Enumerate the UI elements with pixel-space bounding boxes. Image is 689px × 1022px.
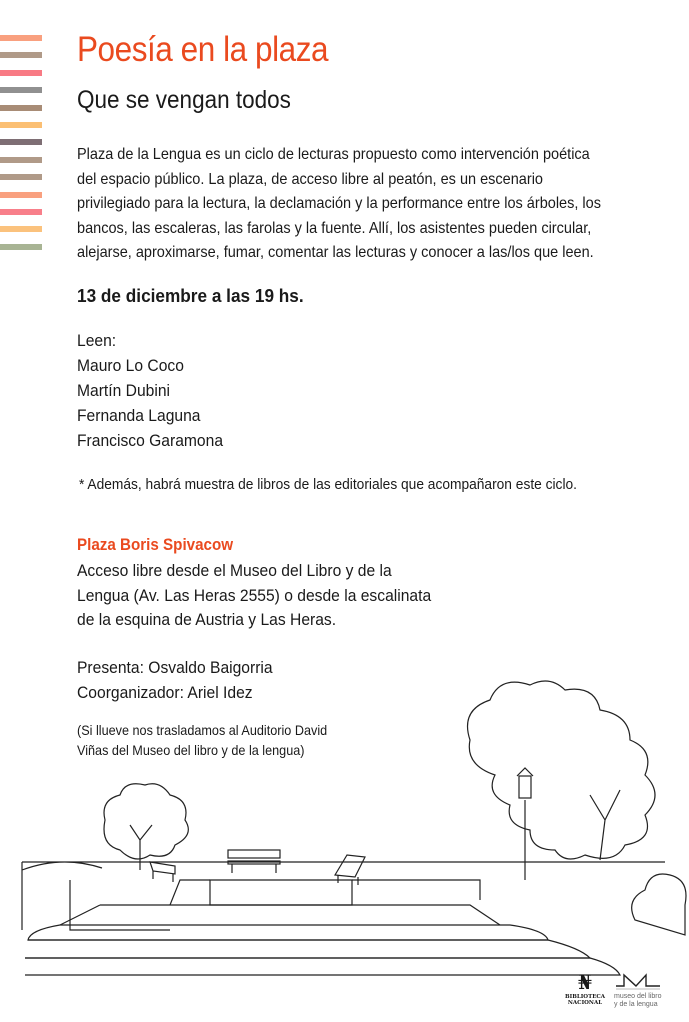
intro-line: Plaza de la Lengua es un ciclo de lecturas propuesto como intervención poética: [77, 146, 590, 163]
coorganizer: Coorganizador: Ariel Idez: [77, 683, 253, 702]
poster-subtitle: Que se vengan todos: [77, 86, 291, 114]
presenter: Presenta: Osvaldo Baigorria: [77, 658, 273, 677]
intro-line: bancos, las escaleras, las farolas y la fuente. Allí, los asistentes pueden circular,: [77, 219, 592, 237]
museo-libro-logo: [614, 972, 664, 1009]
biblioteca-nacional-logo: [565, 970, 605, 1006]
bench-left: [150, 862, 175, 882]
poster-title: Poesía en la plaza: [77, 30, 329, 69]
ml-mark-icon: [614, 972, 664, 990]
rain-note-line: (Si llueve nos trasladamos al Auditorio David: [77, 723, 328, 738]
logo-text: BIBLIOTECA: [565, 994, 606, 1000]
logo-text: y de la lengua: [614, 1001, 658, 1008]
readers-label: Leen:: [77, 331, 117, 350]
venue-name: Plaza Boris Spivacow: [77, 536, 234, 554]
street-lamp: [517, 768, 533, 880]
reader-name: Fernanda Laguna: [77, 406, 201, 425]
reader-name: Martín Dubini: [77, 381, 171, 400]
access-line: Acceso libre desde el Museo del Libro y de la: [77, 561, 392, 580]
tree-far-right: [632, 874, 686, 935]
intro-line: del espacio público. La plaza, de acceso libre al peatón, es un escenario: [77, 170, 544, 188]
books-note: * Además, habrá muestra de libros de las editoriales que acompañaron este ciclo.: [79, 477, 577, 493]
reader-name: Mauro Lo Coco: [77, 356, 184, 375]
logo-text: NACIONAL: [567, 1000, 603, 1006]
intro-line: privilegiado para la lectura, la declamación y la performance entre los árboles, los: [77, 195, 601, 213]
tree-left: [104, 784, 188, 859]
horizon: [22, 862, 665, 930]
access-line: de la esquina de Austria y Las Heras.: [77, 610, 337, 629]
rain-note-line: Viñas del Museo del libro y de la lengua): [77, 743, 305, 758]
logo-text: museo del libro: [614, 993, 662, 1000]
tree-right: [468, 681, 656, 859]
event-date: 13 de diciembre a las 19 hs.: [77, 285, 304, 306]
bn-monogram-icon: ₦: [578, 970, 592, 994]
stairs: [25, 880, 620, 975]
intro-line: alejarse, aproximarse, fumar, comentar las lecturas y conocer a las/los que leen.: [77, 244, 594, 262]
reader-name: Francisco Garamona: [77, 431, 224, 450]
access-line: Lengua (Av. Las Heras 2555) o desde la escalinata: [77, 585, 432, 605]
